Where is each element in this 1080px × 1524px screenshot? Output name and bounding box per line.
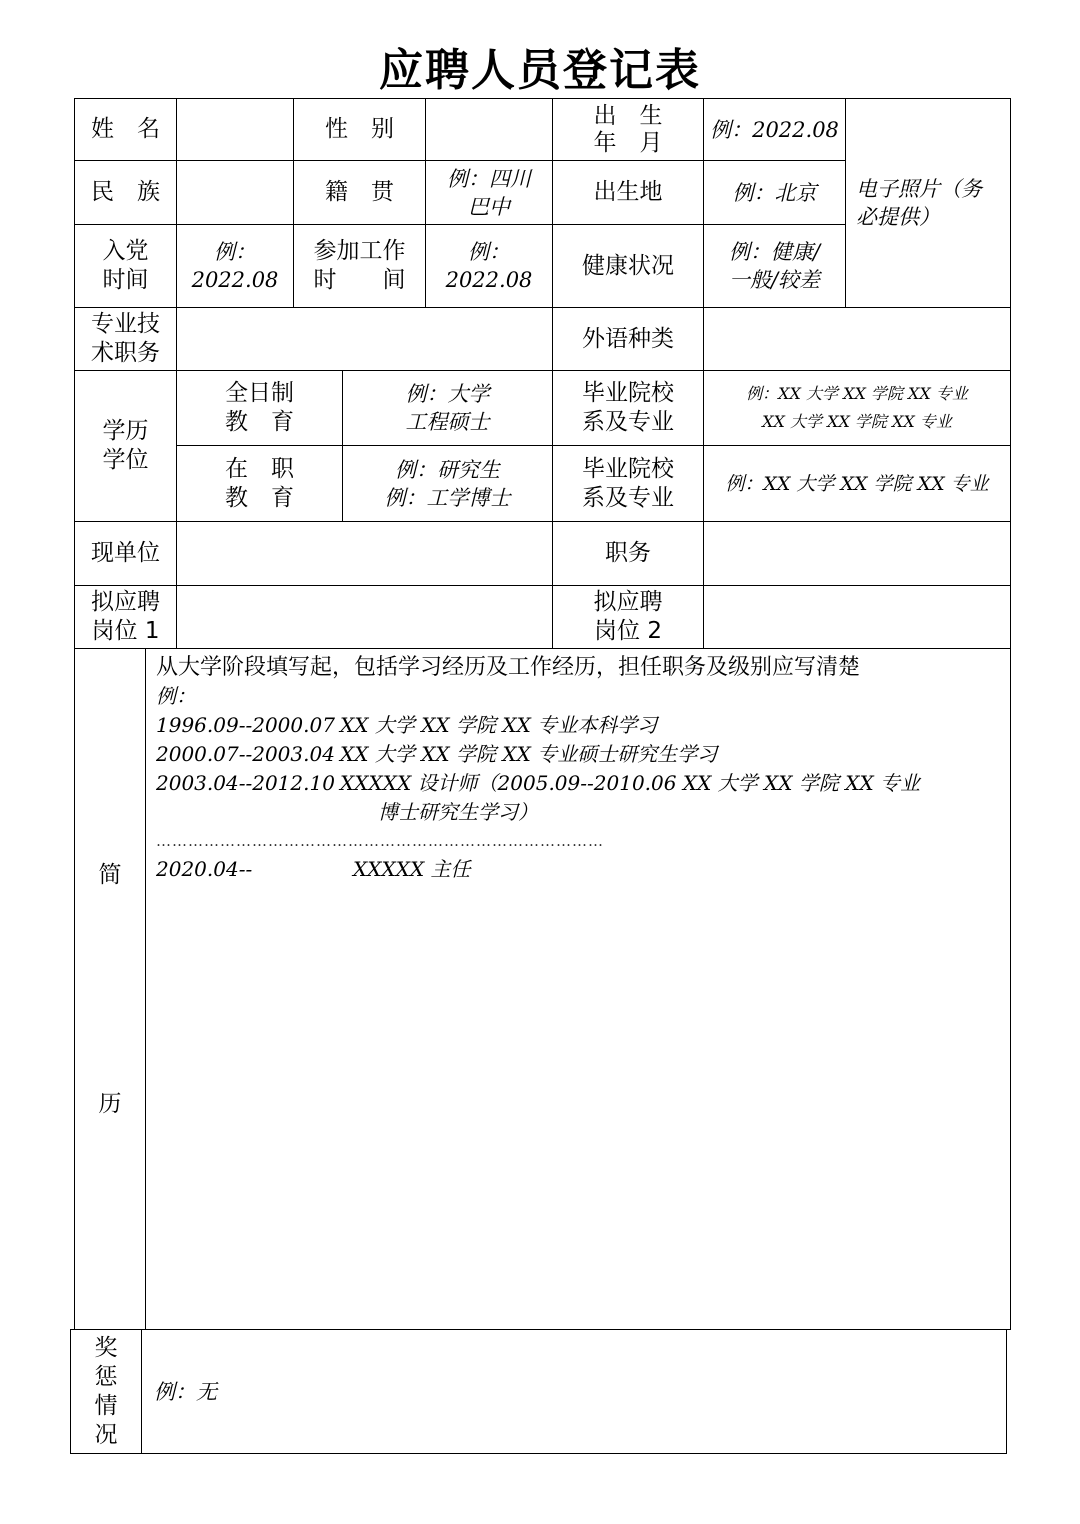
- resume-entry-date: 2000.07--2003.04: [156, 742, 335, 766]
- inservice-label: [176, 445, 343, 522]
- party-date-line2: 2022.08: [191, 268, 279, 292]
- name-field[interactable]: [176, 98, 294, 161]
- education-label-line2: 学位: [102, 447, 149, 473]
- tech-title-field[interactable]: [176, 307, 553, 371]
- birth-date-label-line2: 年 月: [593, 129, 663, 156]
- party-date-label-line1: 入党: [102, 238, 149, 264]
- inservice-line2: 例：工学博士: [384, 485, 511, 510]
- fulltime-school-label-line2: 系及专业: [582, 409, 674, 435]
- fulltime-school-field[interactable]: [703, 370, 1011, 446]
- fulltime-school-line2: XX 大学 XX 学院 XX 专业: [762, 412, 952, 431]
- tech-title-label-line1: 专业技: [91, 311, 160, 337]
- birth-date-label: [552, 98, 704, 161]
- post1-field[interactable]: [176, 585, 553, 649]
- resume-label-char1: 简: [98, 862, 122, 888]
- resume-entry-text: XXXXX 设计师（2005.09--2010.06 XX 大学 XX 学院 XX 专业: [340, 771, 921, 795]
- health-line2: 一般/较差: [728, 268, 821, 292]
- awards-label-char: 奖: [94, 1334, 118, 1361]
- education-label: [74, 370, 177, 522]
- fulltime-label: [176, 370, 343, 446]
- post2-label-line2: 岗位 2: [594, 618, 662, 644]
- tech-title-label-line2: 术职务: [91, 340, 160, 366]
- inservice-line1: 例：研究生: [395, 457, 500, 482]
- awards-label-char: 惩: [94, 1363, 118, 1390]
- inservice-school-label-line2: 系及专业: [582, 484, 674, 511]
- resume-entry-last: [156, 855, 1010, 884]
- native-place-line2: 巴中: [468, 194, 510, 219]
- inservice-field[interactable]: [342, 445, 553, 522]
- inservice-school-label: [552, 445, 704, 522]
- education-label-line1: 学历: [102, 418, 149, 444]
- resume-entry: [156, 740, 1010, 769]
- resume-entry: [156, 711, 1010, 740]
- position-label: 职务: [552, 521, 704, 586]
- language-label: 外语种类: [552, 307, 704, 371]
- photo-box[interactable]: 电子照片（务必提供）: [845, 98, 1011, 308]
- fulltime-school-label: [552, 370, 704, 446]
- inservice-label-line2: 教 育: [225, 484, 294, 511]
- inservice-school-field[interactable]: 例：XX 大学 XX 学院 XX 专业: [703, 445, 1011, 522]
- fulltime-line1: 例：大学: [405, 382, 490, 406]
- resume-label-char2: 历: [98, 1091, 122, 1117]
- resume-entry-date: 2003.04--2012.10: [156, 771, 335, 795]
- fulltime-school-line1: 例：XX 大学 XX 学院 XX 专业: [746, 384, 968, 403]
- resume-entry-continuation: 博士研究生学习）: [378, 800, 538, 824]
- awards-label-char: 况: [94, 1421, 118, 1448]
- inservice-label-line1: 在 职: [225, 455, 294, 482]
- awards-label: [70, 1329, 142, 1454]
- health-field[interactable]: [703, 224, 846, 308]
- party-date-label-line2: 时间: [102, 267, 149, 293]
- work-date-line2: 2022.08: [445, 268, 533, 292]
- resume-last-text: XXXXX 主任: [353, 857, 471, 881]
- party-date-line1: 例：: [214, 240, 256, 264]
- native-place-label: 籍 贯: [293, 160, 426, 225]
- birthplace-label: 出生地: [552, 160, 704, 225]
- resume-field[interactable]: [145, 648, 1011, 1330]
- fulltime-school-label-line1: 毕业院校: [582, 380, 674, 406]
- position-field[interactable]: [703, 521, 1011, 586]
- fulltime-line2: 工程硕士: [405, 410, 490, 434]
- awards-label-char: 情: [94, 1392, 118, 1419]
- party-date-label: [74, 224, 177, 308]
- resume-hint: 从大学阶段填写起，包括学习经历及工作经历，担任职务及级别应写清楚: [156, 655, 861, 680]
- resume-entry-text: XX 大学 XX 学院 XX 专业硕士研究生学习: [340, 742, 718, 766]
- inservice-school-label-line1: 毕业院校: [582, 455, 674, 482]
- post2-label-line1: 拟应聘: [593, 589, 663, 615]
- party-date-field[interactable]: [176, 224, 294, 308]
- page-title: 应聘人员登记表: [379, 45, 701, 96]
- fulltime-label-line1: 全日制: [225, 380, 294, 406]
- resume-entry-date: 1996.09--2000.07: [156, 713, 335, 737]
- birth-date-label-line1: 出 生: [593, 102, 663, 129]
- ethnicity-label: 民 族: [74, 160, 177, 225]
- work-date-label-line2: 时 间: [313, 267, 406, 293]
- work-date-label-line1: 参加工作: [313, 238, 406, 264]
- employer-field[interactable]: [176, 521, 553, 586]
- work-date-label: [293, 224, 426, 308]
- post2-field[interactable]: [703, 585, 1011, 649]
- employer-label: 现单位: [74, 521, 177, 586]
- awards-field[interactable]: 例：无: [141, 1329, 1007, 1454]
- language-field[interactable]: [703, 307, 1011, 371]
- resume-label: [74, 648, 146, 1330]
- tech-title-label: [74, 307, 177, 371]
- post1-label: [74, 585, 177, 649]
- resume-entry: [156, 769, 1010, 798]
- resume-ellipsis: …………………………………………………………………………: [156, 832, 604, 850]
- native-place-line1: 例：四川: [447, 166, 531, 191]
- native-place-field[interactable]: [425, 160, 553, 225]
- ethnicity-field[interactable]: [176, 160, 294, 225]
- resume-example-label: 例：: [156, 684, 196, 708]
- work-date-line1: 例：: [468, 240, 510, 264]
- resume-last-date: 2020.04--: [156, 857, 253, 881]
- gender-field[interactable]: [425, 98, 553, 161]
- resume-entry-text: XX 大学 XX 学院 XX 专业本科学习: [340, 713, 658, 737]
- health-label: 健康状况: [552, 224, 704, 308]
- name-label: 姓 名: [74, 98, 177, 161]
- gender-label: 性 别: [293, 98, 426, 161]
- fulltime-field[interactable]: [342, 370, 553, 446]
- health-line1: 例：健康/: [728, 240, 821, 264]
- birth-date-field[interactable]: 例：2022.08: [703, 98, 846, 161]
- fulltime-label-line2: 教 育: [225, 409, 294, 435]
- work-date-field[interactable]: [425, 224, 553, 308]
- birthplace-field[interactable]: 例：北京: [703, 160, 846, 225]
- post1-label-line1: 拟应聘: [91, 589, 160, 615]
- post1-label-line2: 岗位 1: [91, 618, 160, 644]
- post2-label: [552, 585, 704, 649]
